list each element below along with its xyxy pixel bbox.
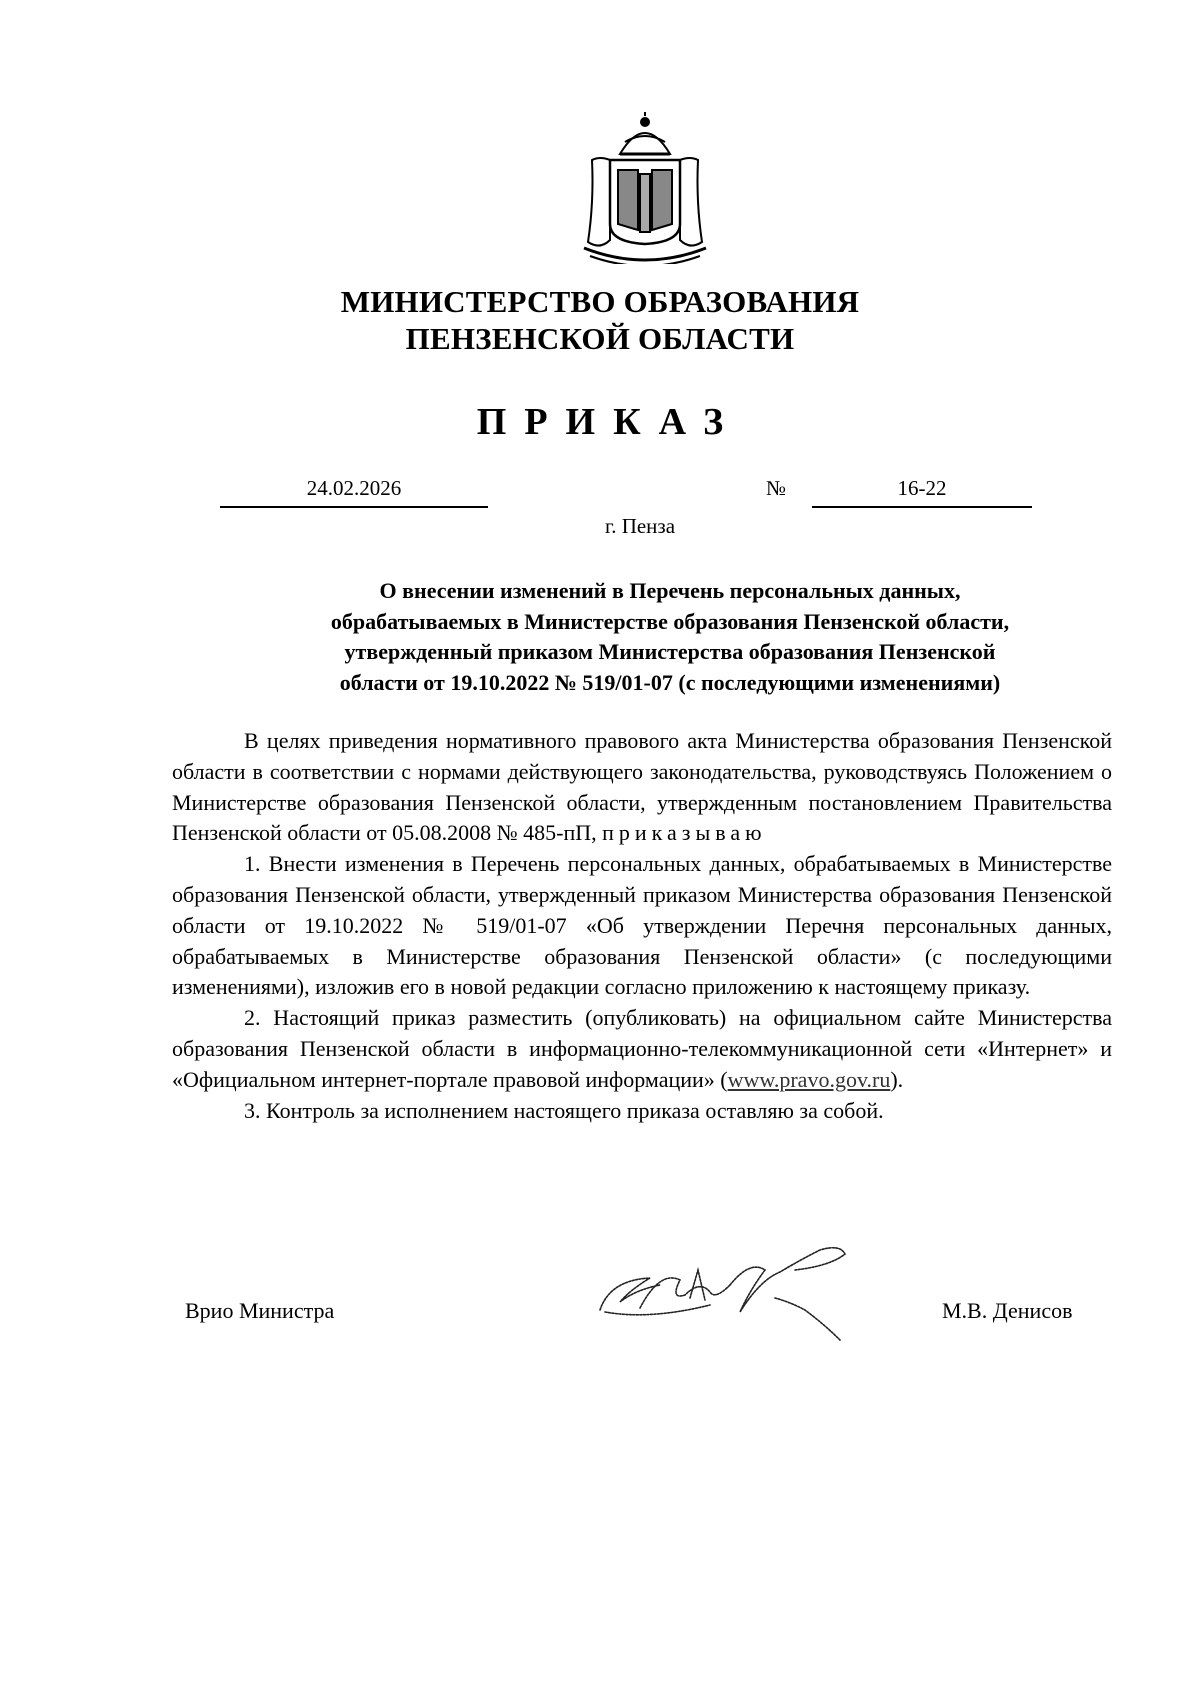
item-2-end: ). bbox=[890, 1066, 904, 1092]
preamble-paragraph bbox=[172, 726, 1112, 849]
subject-line-2: обрабатываемых в Министерстве образования Пензенской области, bbox=[330, 608, 1010, 634]
document-number: 16-22 bbox=[897, 476, 947, 500]
signatory-name: М.В. Денисов bbox=[942, 1298, 1073, 1323]
document-subject bbox=[250, 576, 1090, 698]
number-sign: № bbox=[766, 476, 787, 500]
preamble-text: В целях приведения нормативного правового акта Министерства образования Пензенской области в соответствии с нормами действующего законодательства, руководствуясь Положением о Министерстве образования Пензенской области, утвержденным постановлением Правительства Пензенской области от 05.08.2008 № 485-пП, bbox=[172, 728, 1112, 846]
subject-line-4: области от 19.10.2022 № 519/01-07 (с последующими изменениями) bbox=[339, 669, 1001, 695]
organization-name-line1: МИНИСТЕРСТВО ОБРАЗОВАНИЯ bbox=[340, 284, 860, 319]
document-date: 24.02.2026 bbox=[306, 476, 402, 500]
item-2-text: 2. Настоящий приказ разместить (опубликовать) на официальном сайте Министерства образования Пензенской области в информационно-телекоммуникационной сети «Интернет» и «Официальном интернет-портале правовой информации» ( bbox=[172, 1005, 1112, 1092]
number-underline bbox=[812, 506, 1032, 508]
date-underline bbox=[220, 506, 488, 508]
document-city: г. Пенза bbox=[604, 514, 676, 538]
item-2-paragraph bbox=[172, 1003, 1112, 1095]
subject-line-1: О внесении изменений в Перечень персональных данных, bbox=[379, 578, 961, 603]
handwritten-signature-icon bbox=[590, 1240, 860, 1350]
pravo-link[interactable]: www.pravo.gov.ru bbox=[727, 1066, 891, 1092]
order-word: приказываю bbox=[602, 820, 767, 846]
organization-name-line2: ПЕНЗЕНСКОЙ ОБЛАСТИ bbox=[405, 321, 795, 356]
coat-of-arms-icon bbox=[580, 112, 710, 264]
subject-line-3: утвержденный приказом Министерства образования Пензенской bbox=[344, 639, 996, 664]
signatory-position: Врио Министра bbox=[185, 1298, 335, 1323]
document-type-title: ПРИКАЗ bbox=[476, 401, 742, 443]
item-3-paragraph: 3. Контроль за исполнением настоящего приказа оставляю за собой. bbox=[244, 1097, 884, 1123]
item-1-paragraph: 1. Внести изменения в Перечень персональных данных, обрабатываемых в Министерстве образования Пензенской области, утвержденный приказом Министерства образования Пензенской области от 19.10.2022 № 519/01-07 «Об утверждении Перечня персональных данных, обрабатываемых в Министерстве образования Пензенской области» (с последующими изменениями), изложив его в новой редакции согласно приложению к настоящему приказу. bbox=[172, 851, 1112, 1000]
document-body bbox=[172, 726, 1112, 1126]
